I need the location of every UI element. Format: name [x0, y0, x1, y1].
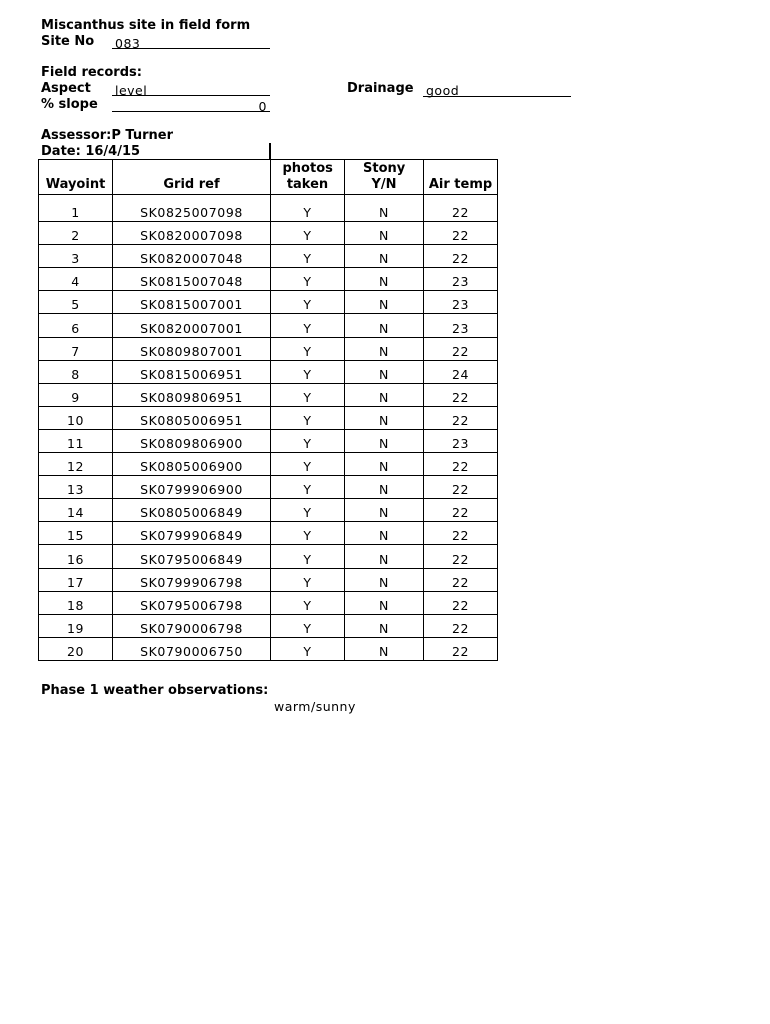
- drainage-value: good: [426, 83, 460, 98]
- photos-taken-cell: Y: [271, 637, 345, 660]
- table-row: [39, 360, 498, 383]
- photos-taken-cell: Y: [271, 453, 345, 476]
- waypoint-cell: 15: [39, 522, 113, 545]
- waypoint-cell: 20: [39, 637, 113, 660]
- air-temp-cell: 22: [424, 337, 498, 360]
- table-row: [39, 268, 498, 291]
- table-row: [39, 591, 498, 614]
- grid-ref-cell: SK0820007001: [113, 314, 271, 337]
- photos-taken-cell: Y: [271, 406, 345, 429]
- grid-ref-cell: SK0805006900: [113, 453, 271, 476]
- waypoint-cell: 17: [39, 568, 113, 591]
- table-row: [39, 614, 498, 637]
- air-temp-cell: 22: [424, 568, 498, 591]
- waypoint-cell: 13: [39, 476, 113, 499]
- stony-cell: N: [345, 222, 424, 245]
- site-no-field: [112, 33, 270, 49]
- grid-ref-cell: SK0815007048: [113, 268, 271, 291]
- photos-taken-cell: Y: [271, 545, 345, 568]
- assessor-label: Assessor:P Turner: [41, 128, 174, 143]
- air-temp-cell: 22: [424, 406, 498, 429]
- grid-ref-cell: SK0805006951: [113, 406, 271, 429]
- stony-cell: N: [345, 245, 424, 268]
- air-temp-cell: 23: [424, 429, 498, 452]
- waypoint-cell: 3: [39, 245, 113, 268]
- table-row: [39, 476, 498, 499]
- grid-ref-cell: SK0790006798: [113, 614, 271, 637]
- air-temp-cell: 22: [424, 245, 498, 268]
- waypoint-cell: 8: [39, 360, 113, 383]
- air-temp-cell: 22: [424, 222, 498, 245]
- table-row: [39, 195, 498, 222]
- grid-ref-cell: SK0820007098: [113, 222, 271, 245]
- grid-ref-cell: SK0809806900: [113, 429, 271, 452]
- aspect-label: Aspect: [41, 81, 91, 96]
- photos-taken-cell: Y: [271, 383, 345, 406]
- air-temp-cell: 23: [424, 314, 498, 337]
- stony-cell: N: [345, 545, 424, 568]
- waypoint-cell: 7: [39, 337, 113, 360]
- photos-taken-cell: Y: [271, 195, 345, 222]
- air-temp-cell: 22: [424, 499, 498, 522]
- table-row: [39, 568, 498, 591]
- stony-cell: N: [345, 591, 424, 614]
- grid-ref-cell: SK0825007098: [113, 195, 271, 222]
- photos-taken-cell: Y: [271, 591, 345, 614]
- waypoint-cell: 18: [39, 591, 113, 614]
- photos-taken-cell: Y: [271, 429, 345, 452]
- photos-taken-cell: Y: [271, 314, 345, 337]
- weather-label: Phase 1 weather observations:: [41, 683, 269, 698]
- grid-ref-cell: SK0795006798: [113, 591, 271, 614]
- site-no-label: Site No: [41, 34, 95, 49]
- grid-ref-cell: SK0805006849: [113, 499, 271, 522]
- table-row: [39, 453, 498, 476]
- col-header-waypoint: Wayoint: [39, 160, 113, 195]
- grid-ref-cell: SK0790006750: [113, 637, 271, 660]
- col-header-air-temp: Air temp: [424, 160, 498, 195]
- air-temp-cell: 22: [424, 453, 498, 476]
- air-temp-cell: 22: [424, 637, 498, 660]
- stony-cell: N: [345, 360, 424, 383]
- air-temp-cell: 22: [424, 476, 498, 499]
- air-temp-cell: 23: [424, 291, 498, 314]
- grid-ref-cell: SK0799906849: [113, 522, 271, 545]
- stony-cell: N: [345, 499, 424, 522]
- table-row: [39, 522, 498, 545]
- photos-taken-cell: Y: [271, 614, 345, 637]
- aspect-field: [112, 80, 270, 96]
- slope-value: 0: [258, 99, 267, 114]
- table-row: [39, 406, 498, 429]
- table-row: [39, 337, 498, 360]
- field-records-label: Field records:: [41, 65, 142, 80]
- stony-cell: N: [345, 637, 424, 660]
- photos-taken-cell: Y: [271, 268, 345, 291]
- photos-taken-cell: Y: [271, 568, 345, 591]
- table-row: [39, 314, 498, 337]
- table-row: [39, 383, 498, 406]
- stony-cell: N: [345, 406, 424, 429]
- waypoint-cell: 2: [39, 222, 113, 245]
- stony-cell: N: [345, 314, 424, 337]
- grid-ref-cell: SK0809807001: [113, 337, 271, 360]
- waypoint-cell: 1: [39, 195, 113, 222]
- table-row: [39, 637, 498, 660]
- grid-ref-cell: SK0815007001: [113, 291, 271, 314]
- table-row: [39, 222, 498, 245]
- air-temp-cell: 24: [424, 360, 498, 383]
- grid-ref-cell: SK0820007048: [113, 245, 271, 268]
- drainage-label: Drainage: [347, 81, 414, 96]
- date-label: Date: 16/4/15: [41, 144, 141, 159]
- photos-taken-cell: Y: [271, 476, 345, 499]
- air-temp-cell: 22: [424, 545, 498, 568]
- site-no-value: 083: [115, 36, 141, 51]
- grid-ref-cell: SK0815006951: [113, 360, 271, 383]
- table-row: [39, 499, 498, 522]
- weather-value: warm/sunny: [274, 699, 356, 714]
- grid-ref-cell: SK0799906798: [113, 568, 271, 591]
- waypoint-cell: 16: [39, 545, 113, 568]
- stony-cell: N: [345, 429, 424, 452]
- waypoint-cell: 11: [39, 429, 113, 452]
- slope-field: [112, 96, 270, 112]
- table-row: [39, 291, 498, 314]
- photos-taken-cell: Y: [271, 222, 345, 245]
- air-temp-cell: 22: [424, 522, 498, 545]
- stony-cell: N: [345, 268, 424, 291]
- aspect-value: level: [115, 83, 148, 98]
- form-title: Miscanthus site in field form: [41, 18, 251, 33]
- table-header-row: [39, 160, 498, 195]
- header-divider: [269, 143, 271, 160]
- stony-cell: N: [345, 476, 424, 499]
- stony-cell: N: [345, 614, 424, 637]
- photos-taken-cell: Y: [271, 291, 345, 314]
- stony-cell: N: [345, 337, 424, 360]
- grid-ref-cell: SK0795006849: [113, 545, 271, 568]
- stony-cell: N: [345, 522, 424, 545]
- waypoint-cell: 10: [39, 406, 113, 429]
- photos-taken-cell: Y: [271, 245, 345, 268]
- drainage-field: [423, 80, 571, 97]
- table-row: [39, 545, 498, 568]
- slope-label: % slope: [41, 97, 98, 112]
- waypoint-cell: 14: [39, 499, 113, 522]
- waypoint-cell: 12: [39, 453, 113, 476]
- waypoint-cell: 4: [39, 268, 113, 291]
- col-header-grid-ref: Grid ref: [113, 160, 271, 195]
- photos-taken-cell: Y: [271, 360, 345, 383]
- photos-taken-cell: Y: [271, 337, 345, 360]
- col-header-photos-taken: photos taken: [271, 160, 345, 195]
- stony-cell: N: [345, 453, 424, 476]
- grid-ref-cell: SK0799906900: [113, 476, 271, 499]
- col-header-stony: Stony Y/N: [345, 160, 424, 195]
- air-temp-cell: 22: [424, 591, 498, 614]
- photos-taken-cell: Y: [271, 499, 345, 522]
- photos-taken-cell: Y: [271, 522, 345, 545]
- waypoint-table: [38, 159, 498, 661]
- air-temp-cell: 22: [424, 195, 498, 222]
- table-row: [39, 245, 498, 268]
- stony-cell: N: [345, 291, 424, 314]
- table-row: [39, 429, 498, 452]
- grid-ref-cell: SK0809806951: [113, 383, 271, 406]
- waypoint-cell: 9: [39, 383, 113, 406]
- waypoint-cell: 6: [39, 314, 113, 337]
- air-temp-cell: 22: [424, 614, 498, 637]
- air-temp-cell: 22: [424, 383, 498, 406]
- waypoint-cell: 19: [39, 614, 113, 637]
- stony-cell: N: [345, 195, 424, 222]
- air-temp-cell: 23: [424, 268, 498, 291]
- stony-cell: N: [345, 383, 424, 406]
- waypoint-cell: 5: [39, 291, 113, 314]
- stony-cell: N: [345, 568, 424, 591]
